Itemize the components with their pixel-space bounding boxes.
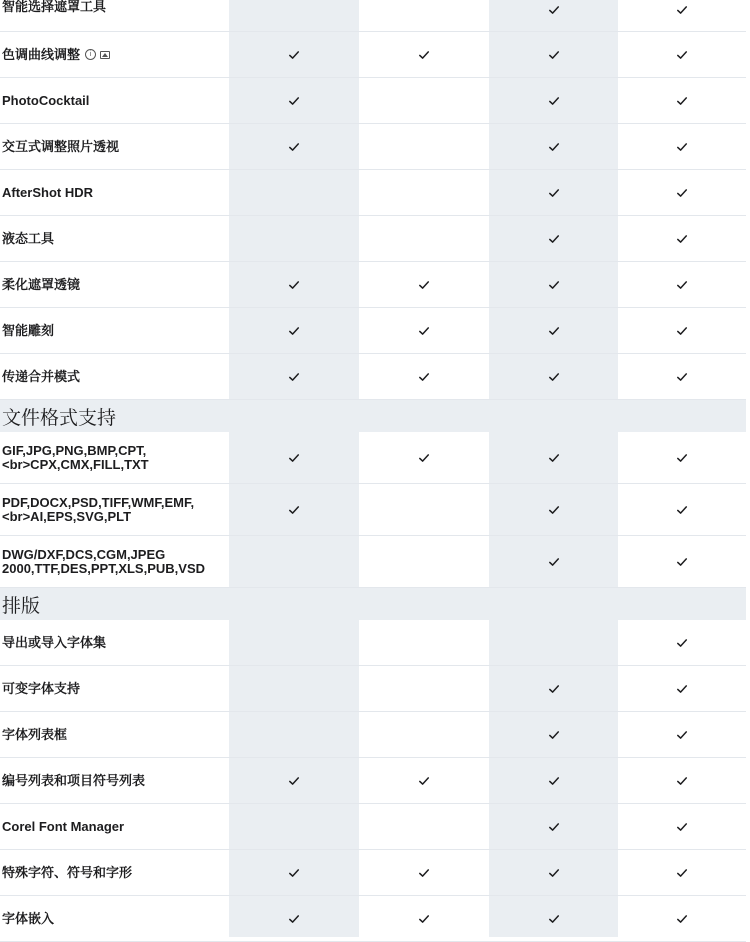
checkmark-icon [418,775,430,787]
feature-label [0,536,229,587]
table-row [0,620,746,666]
feature-cell-1 [229,0,359,31]
feature-cell-3 [489,896,618,941]
feature-label [0,124,229,169]
checkmark-icon [288,913,300,925]
feature-cell-3 [489,804,618,849]
feature-cell-3 [489,536,618,587]
feature-label-text: 特殊字符、符号和字形 [2,864,133,880]
feature-cell-1 [229,124,359,169]
feature-label-text: 柔化遮罩透镜 [2,276,81,292]
feature-cell-2 [359,308,489,353]
feature-label [0,712,229,757]
feature-label-text: 字体嵌入 [2,910,55,926]
checkmark-icon [418,867,430,879]
feature-cell-1 [229,262,359,307]
checkmark-icon [676,325,688,337]
checkmark-icon [418,452,430,464]
feature-label [0,850,229,895]
feature-label-text: PhotoCocktail [2,92,90,108]
feature-cell-2 [359,262,489,307]
feature-cell-1 [229,896,359,941]
feature-label-text: GIF,JPG,PNG,BMP,CPT, <br>CPX,CMX,FILL,TXT [2,442,149,472]
feature-label-text: PDF,DOCX,PSD,TIFF,WMF,EMF, <br>AI,EPS,SVG,PLT [2,494,195,524]
checkmark-icon [548,371,560,383]
checkmark-icon [548,729,560,741]
feature-cell-2 [359,536,489,587]
feature-cell-3 [489,0,618,31]
checkmark-icon [676,729,688,741]
feature-label-text: 色调曲线调整 [2,46,81,62]
feature-cell-1 [229,32,359,77]
feature-label-text: 智能雕刻 [2,322,55,338]
checkmark-icon [288,867,300,879]
table-row [0,354,746,400]
feature-label [0,216,229,261]
checkmark-icon [676,4,688,16]
feature-cell-4 [618,850,746,895]
feature-cell-1 [229,216,359,261]
table-row [0,170,746,216]
checkmark-icon [676,279,688,291]
table-row [0,216,746,262]
feature-cell-2 [359,758,489,803]
section-header: 文件格式支持 [0,400,746,432]
feature-label [0,620,229,665]
feature-cell-4 [618,896,746,941]
feature-label [0,896,229,941]
feature-cell-3 [489,32,618,77]
checkmark-icon [418,279,430,291]
feature-cell-3 [489,354,618,399]
table-row [0,0,746,32]
feature-cell-3 [489,666,618,711]
table-row [0,124,746,170]
feature-cell-1 [229,666,359,711]
feature-label-text: 液态工具 [2,230,55,246]
table-row [0,896,746,942]
feature-cell-4 [618,620,746,665]
checkmark-icon [676,233,688,245]
checkmark-icon [676,867,688,879]
feature-label [0,308,229,353]
feature-cell-4 [618,432,746,483]
checkmark-icon [548,504,560,516]
feature-label [0,170,229,215]
checkmark-icon [288,452,300,464]
feature-cell-1 [229,432,359,483]
feature-label-text: 编号列表和项目符号列表 [2,772,146,788]
feature-cell-4 [618,262,746,307]
feature-cell-2 [359,712,489,757]
checkmark-icon [548,141,560,153]
feature-label [0,32,229,77]
table-row [0,78,746,124]
feature-cell-3 [489,712,618,757]
feature-cell-3 [489,216,618,261]
checkmark-icon [676,913,688,925]
checkmark-icon [676,452,688,464]
table-row [0,536,746,588]
image-icon[interactable] [100,51,110,59]
feature-cell-3 [489,850,618,895]
feature-label-text: 导出或导入字体集 [2,634,107,650]
feature-cell-2 [359,216,489,261]
feature-cell-1 [229,850,359,895]
checkmark-icon [418,325,430,337]
checkmark-icon [548,867,560,879]
feature-label [0,354,229,399]
table-row [0,666,746,712]
feature-cell-1 [229,170,359,215]
feature-label [0,484,229,535]
feature-cell-1 [229,484,359,535]
checkmark-icon [418,371,430,383]
feature-cell-2 [359,620,489,665]
feature-cell-2 [359,804,489,849]
feature-cell-1 [229,78,359,123]
feature-cell-4 [618,308,746,353]
checkmark-icon [676,504,688,516]
feature-cell-4 [618,216,746,261]
feature-label [0,432,229,483]
feature-cell-4 [618,536,746,587]
checkmark-icon [288,325,300,337]
feature-cell-1 [229,308,359,353]
feature-label-text: 交互式调整照片透视 [2,138,120,154]
feature-label [0,78,229,123]
checkmark-icon [548,913,560,925]
feature-cell-2 [359,432,489,483]
checkmark-icon [676,637,688,649]
checkmark-icon [676,49,688,61]
feature-label-text: 字体列表框 [2,726,68,742]
checkmark-icon [548,325,560,337]
checkmark-icon [288,279,300,291]
checkmark-icon [288,49,300,61]
feature-label-text: DWG/DXF,DCS,CGM,JPEG 2000,TTF,DES,PPT,XLS,PUB,VSD [2,546,206,576]
table-row [0,308,746,354]
checkmark-icon [548,279,560,291]
table-row [0,712,746,758]
feature-cell-1 [229,804,359,849]
checkmark-icon [676,556,688,568]
feature-label-text: 传递合并模式 [2,368,81,384]
checkmark-icon [288,141,300,153]
feature-cell-3 [489,124,618,169]
checkmark-icon [418,913,430,925]
feature-cell-2 [359,78,489,123]
feature-label [0,0,229,31]
checkmark-icon [548,683,560,695]
feature-cell-4 [618,0,746,31]
feature-cell-1 [229,536,359,587]
feature-label [0,758,229,803]
checkmark-icon [548,49,560,61]
feature-cell-4 [618,484,746,535]
checkmark-icon [676,683,688,695]
feature-cell-2 [359,666,489,711]
feature-cell-4 [618,78,746,123]
feature-cell-2 [359,354,489,399]
feature-cell-2 [359,0,489,31]
feature-cell-4 [618,124,746,169]
feature-cell-2 [359,124,489,169]
checkmark-icon [676,775,688,787]
checkmark-icon [548,775,560,787]
feature-cell-4 [618,712,746,757]
feature-label-text: 可变字体支持 [2,680,81,696]
table-row [0,432,746,484]
checkmark-icon [676,371,688,383]
feature-label [0,804,229,849]
checkmark-icon [288,95,300,107]
feature-cell-2 [359,32,489,77]
table-row [0,804,746,850]
feature-cell-4 [618,666,746,711]
checkmark-icon [548,95,560,107]
table-row [0,32,746,78]
table-row [0,850,746,896]
feature-cell-4 [618,170,746,215]
feature-label [0,666,229,711]
feature-cell-3 [489,758,618,803]
feature-label [0,262,229,307]
feature-cell-3 [489,620,618,665]
feature-cell-3 [489,262,618,307]
checkmark-icon [548,187,560,199]
feature-cell-1 [229,354,359,399]
checkmark-icon [676,821,688,833]
checkmark-icon [548,4,560,16]
feature-cell-4 [618,758,746,803]
feature-cell-3 [489,170,618,215]
feature-cell-1 [229,758,359,803]
table-row [0,262,746,308]
feature-label-text: 智能选择遮罩工具 [2,0,107,14]
feature-cell-3 [489,432,618,483]
checkmark-icon [548,556,560,568]
feature-cell-3 [489,484,618,535]
feature-cell-4 [618,32,746,77]
checkmark-icon [418,49,430,61]
checkmark-icon [548,233,560,245]
feature-cell-4 [618,804,746,849]
table-row [0,758,746,804]
checkmark-icon [288,775,300,787]
checkmark-icon [288,504,300,516]
feature-label-text: AfterShot HDR [2,184,93,200]
section-header: 排版 [0,588,746,620]
feature-cell-2 [359,170,489,215]
feature-cell-3 [489,78,618,123]
checkmark-icon [548,821,560,833]
checkmark-icon [676,187,688,199]
feature-label-text: Corel Font Manager [2,818,125,834]
feature-cell-2 [359,850,489,895]
feature-cell-1 [229,712,359,757]
feature-cell-1 [229,620,359,665]
table-row [0,484,746,536]
checkmark-icon [676,141,688,153]
feature-cell-3 [489,308,618,353]
checkmark-icon [676,95,688,107]
checkmark-icon [288,371,300,383]
info-icon[interactable]: i [85,49,96,60]
feature-cell-4 [618,354,746,399]
checkmark-icon [548,452,560,464]
feature-cell-2 [359,484,489,535]
feature-cell-2 [359,896,489,941]
